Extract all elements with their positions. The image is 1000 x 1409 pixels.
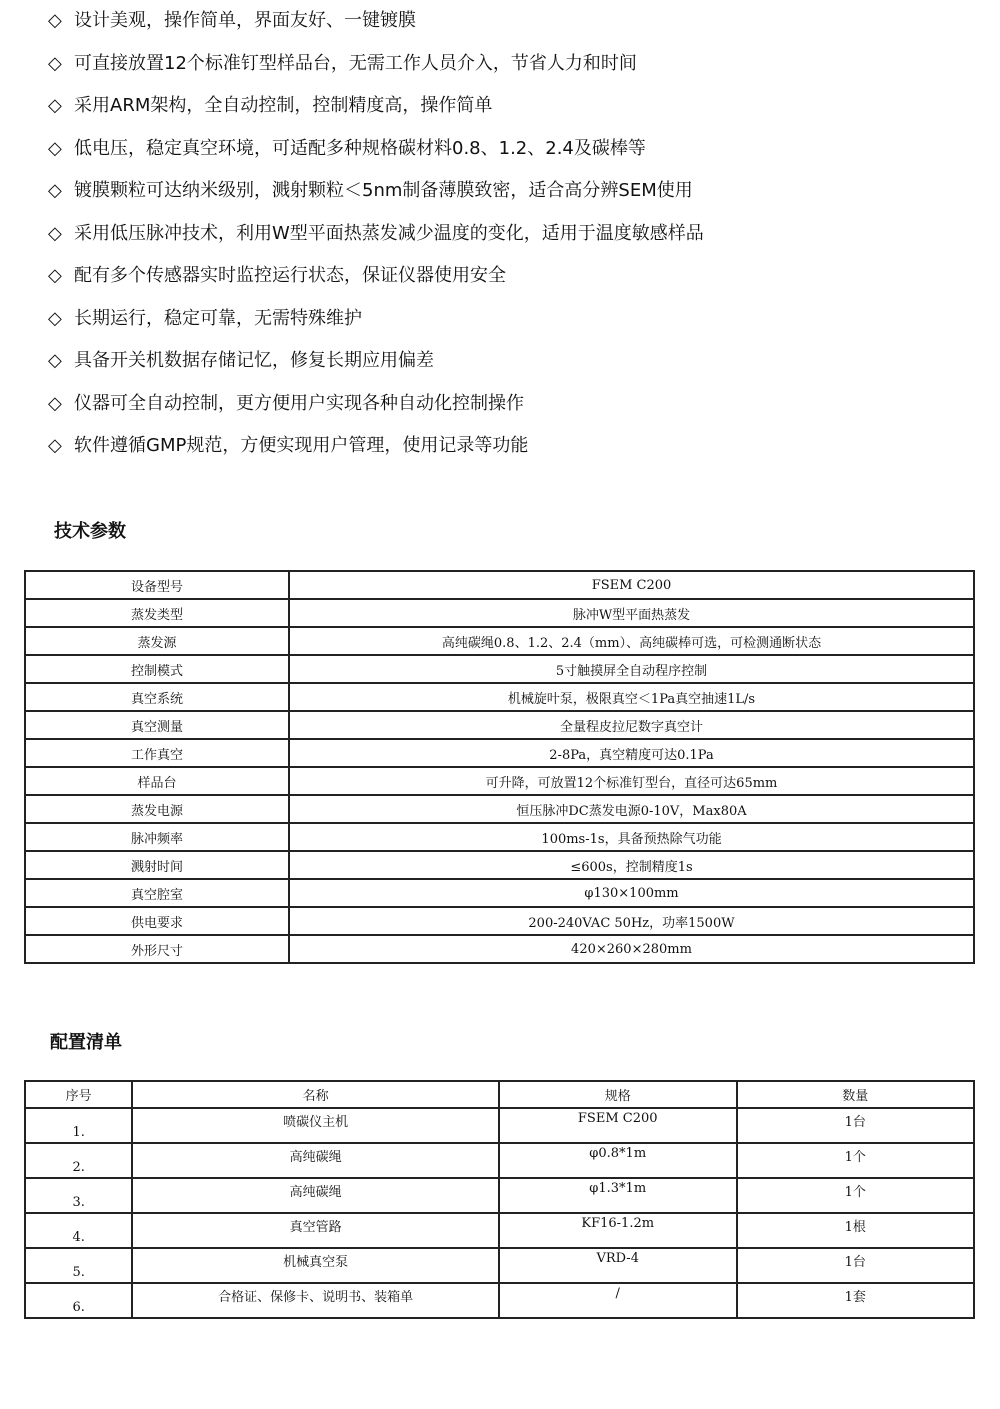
config-table (24, 1080, 975, 1319)
spec-key: 供电要求 (25, 907, 289, 935)
row-name: 高纯碳绳 (132, 1178, 499, 1213)
table-row (25, 1108, 974, 1143)
table-row (25, 683, 974, 711)
table-row (25, 627, 974, 655)
table-row (25, 1178, 974, 1213)
row-spec: FSEM C200 (499, 1108, 737, 1143)
row-quantity: 1套 (737, 1283, 974, 1318)
spec-value: ≤600s，控制精度1s (289, 851, 974, 879)
spec-key: 工作真空 (25, 739, 289, 767)
table-row (25, 879, 974, 907)
row-name: 高纯碳绳 (132, 1143, 499, 1178)
feature-item (48, 170, 978, 213)
row-quantity: 1台 (737, 1108, 974, 1143)
header-spec: 规格 (499, 1081, 737, 1108)
config-section-title: 配置清单 (50, 1032, 122, 1053)
diamond-bullet-icon: ◇ (48, 95, 62, 116)
feature-text: 具备开关机数据存储记忆，修复长期应用偏差 (74, 350, 434, 371)
spec-value: 脉冲W型平面热蒸发 (289, 599, 974, 627)
row-name: 机械真空泵 (132, 1248, 499, 1283)
spec-value: 高纯碳绳0.8、1.2、2.4（mm）、高纯碳棒可选，可检测通断状态 (289, 627, 974, 655)
spec-value: 恒压脉冲DC蒸发电源0-10V，Max80A (289, 795, 974, 823)
spec-key: 蒸发电源 (25, 795, 289, 823)
diamond-bullet-icon: ◇ (48, 10, 62, 31)
spec-value: 420×260×280mm (289, 935, 974, 963)
diamond-bullet-icon: ◇ (48, 180, 62, 201)
table-row (25, 795, 974, 823)
spec-key: 真空腔室 (25, 879, 289, 907)
row-quantity: 1个 (737, 1143, 974, 1178)
diamond-bullet-icon: ◇ (48, 52, 62, 74)
spec-key: 外形尺寸 (25, 935, 289, 963)
feature-item (48, 340, 978, 383)
row-quantity: 1根 (737, 1213, 974, 1248)
spec-value: φ130×100mm (289, 879, 974, 907)
spec-key: 真空测量 (25, 711, 289, 739)
row-index: 6. (25, 1283, 132, 1318)
table-row (25, 571, 974, 599)
table-row (25, 1283, 974, 1318)
row-name: 喷碳仪主机 (132, 1108, 499, 1143)
row-spec: VRD-4 (499, 1248, 737, 1283)
feature-item (48, 383, 978, 426)
feature-text: 设计美观，操作简单，界面友好、一键镀膜 (74, 10, 416, 31)
table-row (25, 823, 974, 851)
spec-key: 设备型号 (25, 571, 289, 599)
table-row (25, 935, 974, 963)
spec-key: 样品台 (25, 767, 289, 795)
spec-value: 全量程皮拉尼数字真空计 (289, 711, 974, 739)
diamond-bullet-icon: ◇ (48, 307, 62, 329)
table-row (25, 711, 974, 739)
row-spec: φ1.3*1m (499, 1178, 737, 1213)
spec-section-title: 技术参数 (54, 521, 126, 542)
spec-table (24, 570, 975, 964)
row-spec: KF16-1.2m (499, 1213, 737, 1248)
spec-value: FSEM C200 (289, 571, 974, 599)
feature-item (48, 85, 978, 128)
table-row (25, 851, 974, 879)
header-index: 序号 (25, 1081, 132, 1108)
row-spec: φ0.8*1m (499, 1143, 737, 1178)
table-row (25, 599, 974, 627)
diamond-bullet-icon: ◇ (48, 392, 62, 414)
diamond-bullet-icon: ◇ (48, 137, 62, 159)
feature-text: 软件遵循GMP规范，方便实现用户管理，使用记录等功能 (74, 435, 529, 456)
feature-item (48, 298, 978, 341)
spec-key: 真空系统 (25, 683, 289, 711)
feature-item (48, 0, 978, 43)
row-quantity: 1台 (737, 1248, 974, 1283)
spec-value: 200-240VAC 50Hz，功率1500W (289, 907, 974, 935)
header-quantity: 数量 (737, 1081, 974, 1108)
row-name: 真空管路 (132, 1213, 499, 1248)
row-index: 3. (25, 1178, 132, 1213)
row-spec: / (499, 1283, 737, 1318)
table-header-row (25, 1081, 974, 1108)
spec-key: 溅射时间 (25, 851, 289, 879)
table-row (25, 907, 974, 935)
spec-value: 机械旋叶泵，极限真空＜1Pa真空抽速1L/s (289, 683, 974, 711)
feature-item (48, 255, 978, 298)
spec-key: 控制模式 (25, 655, 289, 683)
table-row (25, 1213, 974, 1248)
feature-item (48, 128, 978, 171)
feature-text: 长期运行，稳定可靠，无需特殊维护 (74, 307, 362, 329)
table-row (25, 767, 974, 795)
row-index: 5. (25, 1248, 132, 1283)
diamond-bullet-icon: ◇ (48, 350, 62, 371)
spec-value: 可升降，可放置12个标准钉型台，直径可达65mm (289, 767, 974, 795)
feature-text: 采用ARM架构，全自动控制，控制精度高，操作简单 (74, 95, 493, 116)
spec-key: 脉冲频率 (25, 823, 289, 851)
feature-text: 采用低压脉冲技术，利用W型平面热蒸发减少温度的变化，适用于温度敏感样品 (74, 222, 704, 244)
feature-text: 镀膜颗粒可达纳米级别，溅射颗粒＜5nm制备薄膜致密，适合高分辨SEM使用 (74, 180, 693, 201)
table-row (25, 1143, 974, 1178)
spec-value: 100ms-1s，具备预热除气功能 (289, 823, 974, 851)
row-quantity: 1个 (737, 1178, 974, 1213)
row-index: 2. (25, 1143, 132, 1178)
table-row (25, 655, 974, 683)
spec-value: 2-8Pa，真空精度可达0.1Pa (289, 739, 974, 767)
spec-value: 5寸触摸屏全自动程序控制 (289, 655, 974, 683)
table-row (25, 739, 974, 767)
row-index: 4. (25, 1213, 132, 1248)
diamond-bullet-icon: ◇ (48, 435, 62, 456)
feature-text: 低电压，稳定真空环境，可适配多种规格碳材料0.8、1.2、2.4及碳棒等 (74, 137, 646, 159)
header-name: 名称 (132, 1081, 499, 1108)
feature-text: 可直接放置12个标准钉型样品台，无需工作人员介入，节省人力和时间 (74, 52, 637, 74)
row-index: 1. (25, 1108, 132, 1143)
diamond-bullet-icon: ◇ (48, 265, 62, 286)
row-name: 合格证、保修卡、说明书、装箱单 (132, 1283, 499, 1318)
feature-item (48, 43, 978, 86)
feature-list (48, 0, 978, 468)
feature-text: 配有多个传感器实时监控运行状态，保证仪器使用安全 (74, 265, 506, 286)
spec-key: 蒸发类型 (25, 599, 289, 627)
diamond-bullet-icon: ◇ (48, 222, 62, 244)
feature-text: 仪器可全自动控制，更方便用户实现各种自动化控制操作 (74, 392, 524, 414)
feature-item (48, 425, 978, 468)
table-row (25, 1248, 974, 1283)
feature-item (48, 213, 978, 256)
spec-key: 蒸发源 (25, 627, 289, 655)
